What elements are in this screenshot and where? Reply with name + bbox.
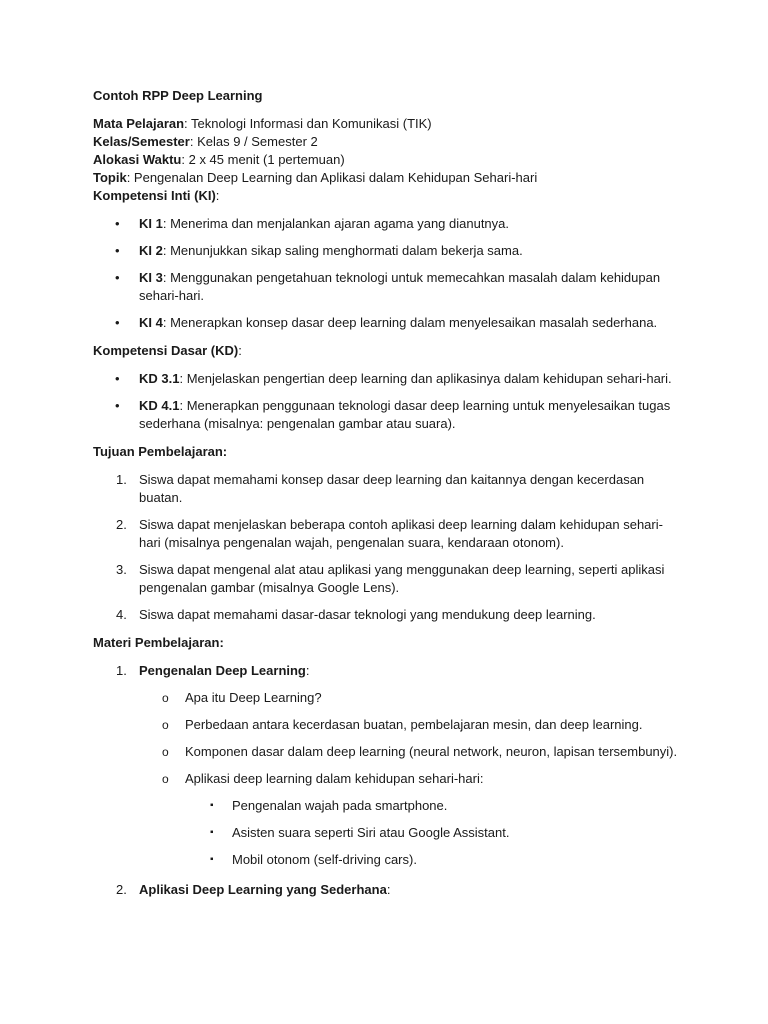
meta-value: : 2 x 45 menit (1 pertemuan) (181, 152, 345, 167)
document-title: Contoh RPP Deep Learning (93, 88, 263, 103)
kd-heading-text: Kompetensi Dasar (KD) (93, 343, 239, 358)
item-text: Siswa dapat menjelaskan beberapa contoh aplikasi deep learning dalam kehidupan sehari-hari (misalnya pengenalan wajah, pengenalan suara, kendaraan otonom). (139, 517, 663, 550)
kd-heading (93, 342, 683, 360)
ki-heading (93, 187, 683, 205)
list-item (93, 314, 683, 332)
square-bullet-icon: ▪ (210, 800, 214, 811)
meta-label: Alokasi Waktu (93, 152, 182, 167)
bullet-icon: • (115, 371, 120, 386)
meta-kelas-semester (93, 133, 683, 151)
materi-list (93, 662, 683, 899)
tujuan-list (93, 471, 683, 624)
meta-topik (93, 169, 683, 187)
bullet-icon: • (115, 270, 120, 285)
meta-label: Kelas/Semester (93, 134, 190, 149)
sub-item-text: Komponen dasar dalam deep learning (neural network, neuron, lapisan tersembunyi). (185, 744, 678, 759)
circle-bullet-icon: o (162, 772, 169, 786)
materi-sublist (93, 689, 683, 869)
list-item (93, 269, 683, 305)
item-number: 2. (116, 517, 127, 532)
bullet-icon: • (115, 315, 120, 330)
meta-value: : Kelas 9 / Semester 2 (189, 134, 318, 149)
subsub-list-item (93, 824, 683, 842)
list-item (93, 606, 683, 624)
materi-heading-text: Materi Pembelajaran: (93, 635, 224, 650)
ki-list (93, 215, 683, 332)
list-item (93, 242, 683, 260)
subsub-item-text: Pengenalan wajah pada smartphone. (232, 798, 448, 813)
meta-block (93, 115, 683, 205)
sub-list-item (93, 716, 683, 734)
sub-item-text: Perbedaan antara kecerdasan buatan, pembelajaran mesin, dan deep learning. (185, 717, 643, 732)
meta-label: Topik (93, 170, 127, 185)
materi-item-label: Aplikasi Deep Learning yang Sederhana (139, 882, 387, 897)
ki-text: : Menerima dan menjalankan ajaran agama yang dianutnya. (162, 216, 510, 231)
kd-list (93, 370, 683, 433)
meta-label: Mata Pelajaran (93, 116, 185, 131)
kd-code: KD 4.1 (139, 398, 180, 413)
subsub-item-text: Asisten suara seperti Siri atau Google Assistant. (232, 825, 510, 840)
item-number: 2. (116, 882, 127, 897)
list-item (93, 516, 683, 552)
materi-subsublist (93, 797, 683, 869)
list-item (93, 215, 683, 233)
circle-bullet-icon: o (162, 718, 169, 732)
square-bullet-icon: ▪ (210, 827, 214, 838)
subsub-list-item (93, 851, 683, 869)
sub-list-item (93, 743, 683, 761)
list-item (93, 881, 683, 899)
ki-code: KI 3 (139, 270, 163, 285)
sub-item-text: Aplikasi deep learning dalam kehidupan sehari-hari: (185, 771, 484, 786)
meta-value: : Teknologi Informasi dan Komunikasi (TIK) (184, 116, 432, 131)
tujuan-heading (93, 443, 683, 461)
sub-list-item (93, 689, 683, 707)
kd-text: : Menerapkan penggunaan teknologi dasar deep learning untuk menyelesaikan tugas sederhana (misalnya: pengenalan gambar atau suara). (139, 398, 671, 431)
circle-bullet-icon: o (162, 745, 169, 759)
sub-list-item (93, 770, 683, 869)
item-number: 3. (116, 562, 127, 577)
list-item (93, 370, 683, 388)
ki-code: KI 1 (139, 216, 163, 231)
item-number: 4. (116, 607, 127, 622)
subsub-item-text: Mobil otonom (self-driving cars). (232, 852, 417, 867)
ki-code: KI 4 (139, 315, 163, 330)
materi-item-colon: : (305, 663, 310, 678)
tujuan-heading-text: Tujuan Pembelajaran: (93, 444, 228, 459)
ki-text: : Menggunakan pengetahuan teknologi untuk memecahkan masalah dalam kehidupan sehari-hari. (139, 270, 661, 303)
bullet-icon: • (115, 243, 120, 258)
item-number: 1. (116, 663, 127, 678)
subsub-list-item (93, 797, 683, 815)
document-page (93, 87, 683, 899)
ki-heading-colon: : (215, 188, 220, 203)
list-item (93, 397, 683, 433)
ki-text: : Menunjukkan sikap saling menghormati dalam bekerja sama. (162, 243, 523, 258)
kd-code: KD 3.1 (139, 371, 180, 386)
meta-mata-pelajaran (93, 115, 683, 133)
square-bullet-icon: ▪ (210, 854, 214, 865)
bullet-icon: • (115, 216, 120, 231)
ki-code: KI 2 (139, 243, 163, 258)
materi-item-colon: : (386, 882, 391, 897)
kd-text: : Menjelaskan pengertian deep learning dan aplikasinya dalam kehidupan sehari-hari. (179, 371, 672, 386)
meta-value: : Pengenalan Deep Learning dan Aplikasi dalam Kehidupan Sehari-hari (126, 170, 538, 185)
sub-item-text: Apa itu Deep Learning? (185, 690, 322, 705)
bullet-icon: • (115, 398, 120, 413)
item-text: Siswa dapat memahami dasar-dasar teknologi yang mendukung deep learning. (139, 607, 596, 622)
circle-bullet-icon: o (162, 691, 169, 705)
materi-item-label: Pengenalan Deep Learning (139, 663, 306, 678)
kd-heading-colon: : (238, 343, 242, 358)
item-number: 1. (116, 472, 127, 487)
list-item (93, 561, 683, 597)
list-item (93, 471, 683, 507)
meta-alokasi-waktu (93, 151, 683, 169)
ki-text: : Menerapkan konsep dasar deep learning dalam menyelesaikan masalah sederhana. (162, 315, 658, 330)
item-text: Siswa dapat mengenal alat atau aplikasi yang menggunakan deep learning, seperti aplikasi pengenalan gambar (misalnya Google Lens). (139, 562, 665, 595)
materi-heading (93, 634, 683, 652)
item-text: Siswa dapat memahami konsep dasar deep learning dan kaitannya dengan kecerdasan buatan. (139, 472, 645, 505)
list-item (93, 662, 683, 869)
ki-heading-text: Kompetensi Inti (KI) (93, 188, 216, 203)
